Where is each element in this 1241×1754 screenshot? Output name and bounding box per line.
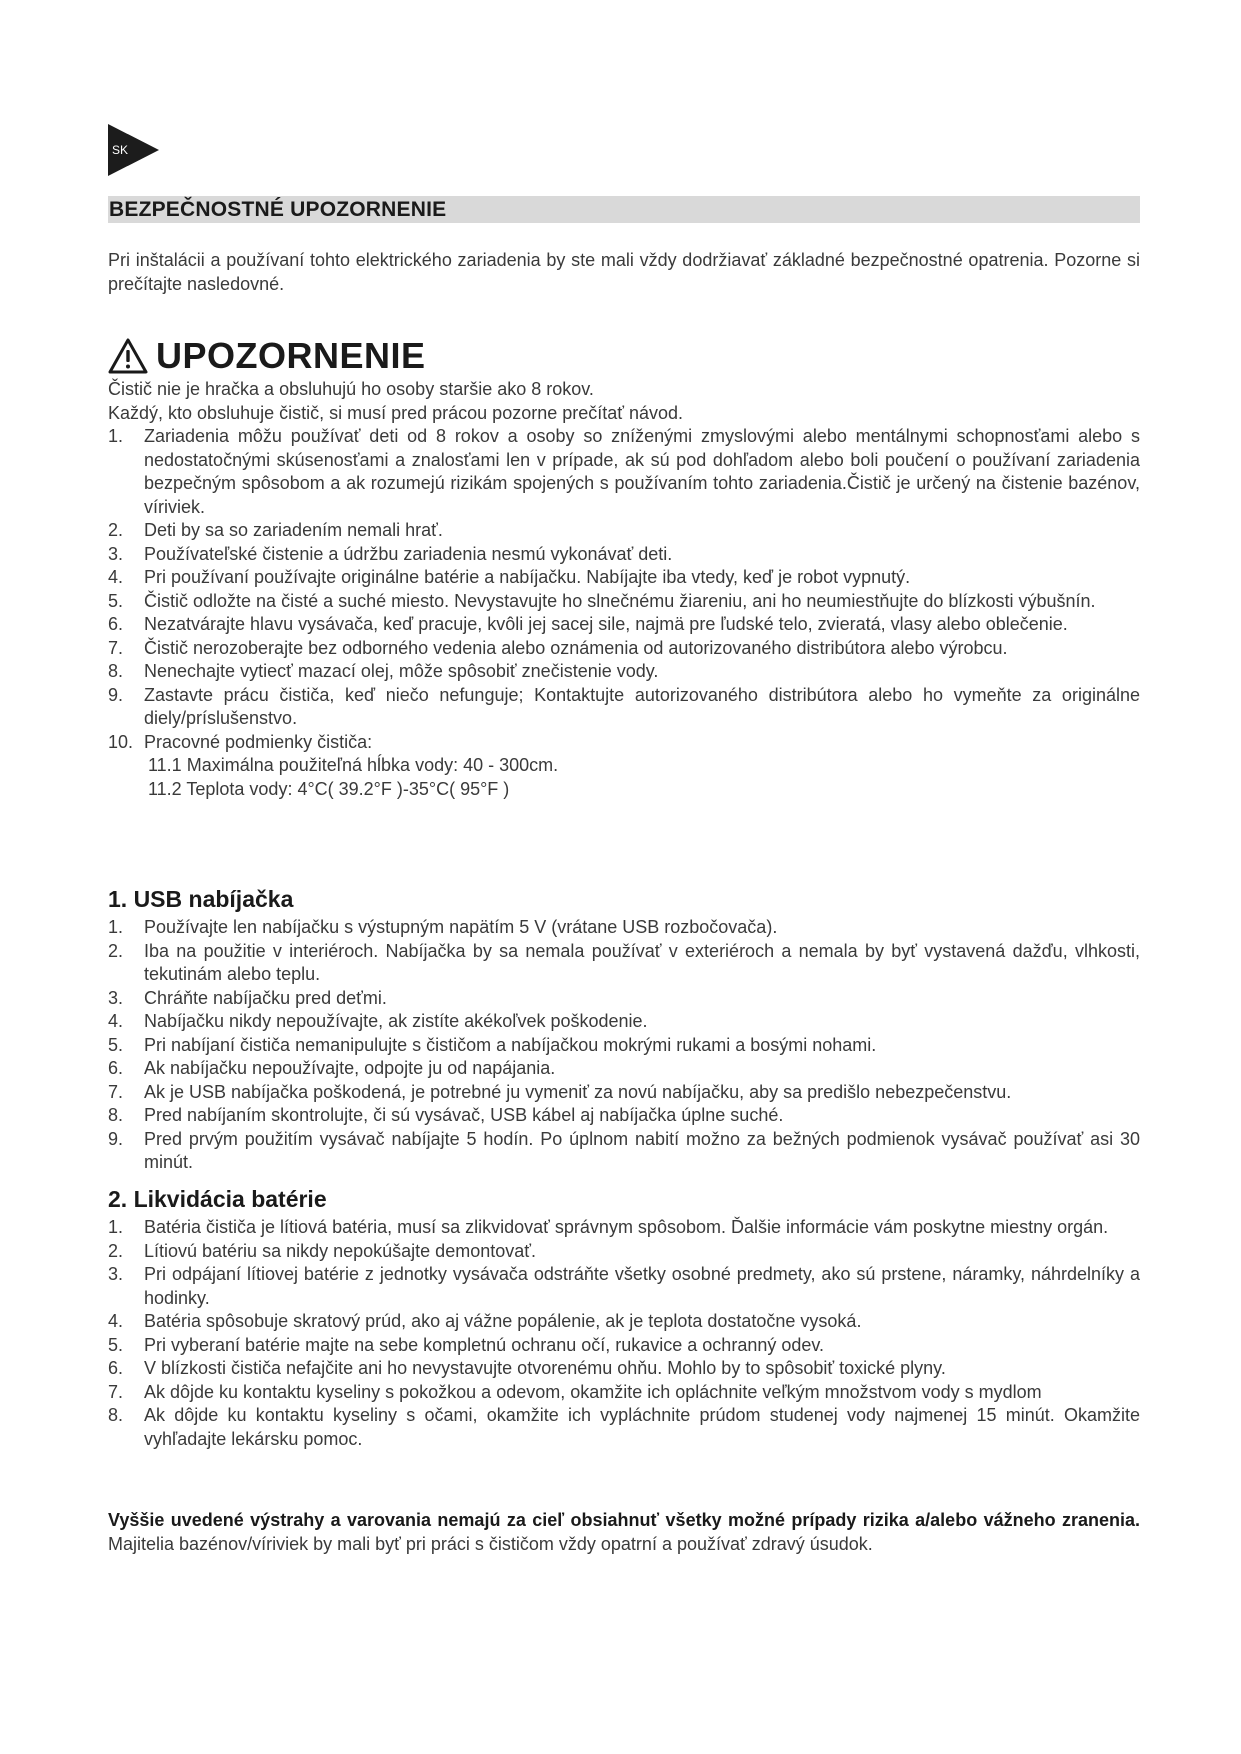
list-item-number: 4. xyxy=(108,1311,124,1331)
list-item-text: Pri odpájaní lítiovej batérie z jednotky vysávača odstráňte všetky osobné predmety, ako sú prstene, náramky, náhrdelníky a hodinky. xyxy=(144,1264,1140,1308)
list-item-text: Používajte len nabíjačku s výstupným napätím 5 V (vrátane USB rozbočovača). xyxy=(144,917,778,937)
usb-list-item xyxy=(108,916,1140,940)
battery-list-item xyxy=(108,1334,1140,1358)
list-item-number: 4. xyxy=(108,1011,124,1031)
list-item-text: Lítiovú batériu sa nikdy nepokúšajte demontovať. xyxy=(144,1240,536,1261)
list-item-text: Pred nabíjaním skontrolujte, či sú vysávač, USB kábel aj nabíjačka úplne suché. xyxy=(144,1105,784,1125)
usb-block xyxy=(108,916,1140,1175)
warning-list-item xyxy=(108,684,1140,731)
usb-list-item xyxy=(108,987,1140,1011)
list-item-text: Ak je USB nabíjačka poškodená, je potrebné ju vymeniť za novú nabíjačku, aby sa predišlo nebezpečenstvu. xyxy=(144,1081,1012,1102)
warning-list-item xyxy=(108,637,1140,661)
list-item-text: Nabíjačku nikdy nepoužívajte, ak zistíte akékoľvek poškodenie. xyxy=(144,1011,648,1031)
usb-list-item xyxy=(108,1128,1140,1175)
list-item-text: Zastavte prácu čističa, keď niečo nefunguje; Kontaktujte autorizovaného distribútora alebo ho vymeňte za originálne diely/príslušenstvo. xyxy=(144,684,1140,728)
warning-heading xyxy=(108,336,426,376)
warning-list-item xyxy=(108,425,1140,519)
warning-triangle-icon xyxy=(108,338,148,374)
list-item-text: Batéria čističa je lítiová batéria, musí sa zlikvidovať správnym spôsobom. Ďalšie informácie vám poskytne miestny orgán. xyxy=(144,1217,1109,1237)
list-item-number: 9. xyxy=(108,684,124,705)
warning-list-item xyxy=(108,519,1140,543)
battery-block xyxy=(108,1216,1140,1451)
list-item-number: 8. xyxy=(108,661,124,681)
list-item-number: 1. xyxy=(108,1217,124,1237)
list-item-text: V blízkosti čističa nefajčite ani ho nevystavujte otvorenému ohňu. Mohlo by to spôsobiť toxické plyny. xyxy=(144,1358,946,1378)
list-item-number: 8. xyxy=(108,1105,124,1125)
list-item-text: Ak dôjde ku kontaktu kyseliny s očami, okamžite ich vypláchnite prúdom studenej vody najmenej 15 minút. Okamžite vyhľadajte lekársku pomoc. xyxy=(144,1405,1140,1449)
battery-section-title: 2. Likvidácia batérie xyxy=(108,1186,327,1212)
usb-section-title: 1. USB nabíjačka xyxy=(108,886,294,912)
list-item-text: Nenechajte vytiecť mazací olej, môže spôsobiť znečistenie vody. xyxy=(144,661,659,681)
usb-list-item xyxy=(108,1057,1140,1081)
battery-list-item xyxy=(108,1263,1140,1310)
list-item-number: 4. xyxy=(108,567,124,587)
list-item-number: 8. xyxy=(108,1405,124,1425)
list-item-text: Pri nabíjaní čističa nemanipulujte s čističom a nabíjačkou mokrými rukami a bosými nohami. xyxy=(144,1034,877,1055)
section-title: BEZPEČNOSTNÉ UPOZORNENIE xyxy=(109,198,447,221)
list-item-text: Používateľské čistenie a údržbu zariadenia nesmú vykonávať deti. xyxy=(144,543,673,564)
language-code: SK xyxy=(112,143,129,157)
battery-list-item xyxy=(108,1357,1140,1381)
list-item-text: Zariadenia môžu používať deti od 8 rokov a osoby so zníženými zmyslovými alebo mentálnymi schopnosťami alebo s nedostatočnými skúsenosťami a znalosťami len v prípade, ak sú pod dohľadom alebo boli poučení o používaní zariadenia bezpečným spôsobom a ak rozumejú rizikám spojených s používaním tohto zariadenia.Čistič je určený na čistenie bazénov, víriviek. xyxy=(144,426,1140,517)
warning-block xyxy=(108,378,1140,801)
warning-list-item xyxy=(108,590,1140,614)
list-item-text: Ak nabíjačku nepoužívajte, odpojte ju od napájania. xyxy=(144,1058,556,1078)
warning-list-item xyxy=(108,660,1140,684)
warning-title: UPOZORNENIE xyxy=(156,335,426,376)
list-item-text: Pred prvým použitím vysávač nabíjajte 5 hodín. Po úplnom nabití možno za bežných podmienok vysávač používať asi 30 minút. xyxy=(144,1128,1140,1172)
list-item-text: Čistič nerozoberajte bez odborného vedenia alebo oznámenia od autorizovaného distribútora alebo výrobcu. xyxy=(144,637,1008,658)
usb-list-item xyxy=(108,1010,1140,1034)
battery-list-item xyxy=(108,1216,1140,1240)
section-heading-bar xyxy=(108,196,1140,223)
warning-list-item xyxy=(108,613,1140,637)
warning-line-1: Čistič nie je hračka a obsluhujú ho osoby staršie ako 8 rokov. xyxy=(108,379,594,399)
warning-list-item xyxy=(108,566,1140,590)
list-item-number: 6. xyxy=(108,1358,124,1378)
list-item-text: Pri používaní používajte originálne batérie a nabíjačku. Nabíjajte iba vtedy, keď je robot vypnutý. xyxy=(144,567,911,587)
language-tab xyxy=(108,124,159,176)
warning-line-2: Každý, kto obsluhuje čistič, si musí pred prácou pozorne prečítať návod. xyxy=(108,402,684,423)
list-item-text: Nezatvárajte hlavu vysávača, keď pracuje, kvôli jej sacej sile, najmä pre ľudské telo, zvieratá, vlasy alebo oblečenie. xyxy=(144,614,1068,634)
list-item-number: 6. xyxy=(108,1058,124,1078)
intro-paragraph: Pri inštalácii a používaní tohto elektrického zariadenia by ste mali vždy dodržiavať základné bezpečnostné opatrenia. Pozorne si prečítajte nasledovné. xyxy=(108,250,1140,294)
list-item-number: 7. xyxy=(108,1081,124,1102)
list-item-text: Chráňte nabíjačku pred deťmi. xyxy=(144,987,387,1008)
warning-sub-item-temperature: 11.2 Teplota vody: 4°C( 39.2°F )-35°C( 95°F ) xyxy=(148,778,510,799)
list-item-number: 3. xyxy=(108,1264,124,1284)
list-item-number: 3. xyxy=(108,543,124,564)
battery-list-item xyxy=(108,1310,1140,1334)
list-item-number: 5. xyxy=(108,590,124,611)
list-item-number: 7. xyxy=(108,1381,124,1402)
warning-list xyxy=(108,425,1140,754)
list-item-text: Batéria spôsobuje skratový prúd, ako aj vážne popálenie, ak je teplota dostatočne vysoká. xyxy=(144,1311,862,1331)
usb-list-item xyxy=(108,1104,1140,1128)
list-item-number: 2. xyxy=(108,1240,124,1261)
list-item-number: 7. xyxy=(108,637,124,658)
list-item-text: Deti by sa so zariadením nemali hrať. xyxy=(144,520,443,540)
list-item-number: 6. xyxy=(108,614,124,634)
list-item-number: 1. xyxy=(108,917,124,937)
list-item-number: 2. xyxy=(108,520,124,540)
warning-sub-item-depth: 11.1 Maximálna použiteľná hĺbka vody: 40 - 300cm. xyxy=(148,755,559,775)
list-item-number: 2. xyxy=(108,940,124,961)
list-item-text: Pracovné podmienky čističa: xyxy=(144,731,373,752)
battery-list-item xyxy=(108,1381,1140,1405)
warning-list-item xyxy=(108,731,1140,755)
list-item-number: 5. xyxy=(108,1034,124,1055)
list-item-number: 10. xyxy=(108,731,134,752)
warning-list-item xyxy=(108,543,1140,567)
battery-list-item xyxy=(108,1240,1140,1264)
closing-normal: Majitelia bazénov/víriviek by mali byť pri práci s čističom vždy opatrní a používať zdravý úsudok. xyxy=(108,1534,873,1554)
list-item-text: Pri vyberaní batérie majte na sebe kompletnú ochranu očí, rukavice a ochranný odev. xyxy=(144,1334,825,1355)
list-item-number: 1. xyxy=(108,426,124,446)
list-item-number: 9. xyxy=(108,1128,124,1149)
list-item-number: 3. xyxy=(108,987,124,1008)
usb-list-item xyxy=(108,1081,1140,1105)
usb-list-item xyxy=(108,940,1140,987)
list-item-text: Čistič odložte na čisté a suché miesto. Nevystavujte ho slnečnému žiareniu, ani ho neumiestňujte do blízkosti výbušnín. xyxy=(144,590,1096,611)
usb-list xyxy=(108,916,1140,1175)
list-item-number: 5. xyxy=(108,1334,124,1355)
list-item-text: Iba na použitie v interiéroch. Nabíjačka by sa nemala používať v exteriéroch a nemala by byť vystavená dažďu, vlhkosti, tekutinám alebo teplu. xyxy=(144,940,1140,984)
battery-list xyxy=(108,1216,1140,1451)
closing-paragraph xyxy=(108,1508,1140,1556)
closing-bold: Vyššie uvedené výstrahy a varovania nemajú za cieľ obsiahnuť všetky možné prípady rizika a/alebo vážneho zranenia. xyxy=(108,1510,1140,1530)
list-item-text: Ak dôjde ku kontaktu kyseliny s pokožkou a odevom, okamžite ich opláchnite veľkým množstvom vody s mydlom xyxy=(144,1381,1042,1402)
usb-list-item xyxy=(108,1034,1140,1058)
battery-list-item xyxy=(108,1404,1140,1451)
